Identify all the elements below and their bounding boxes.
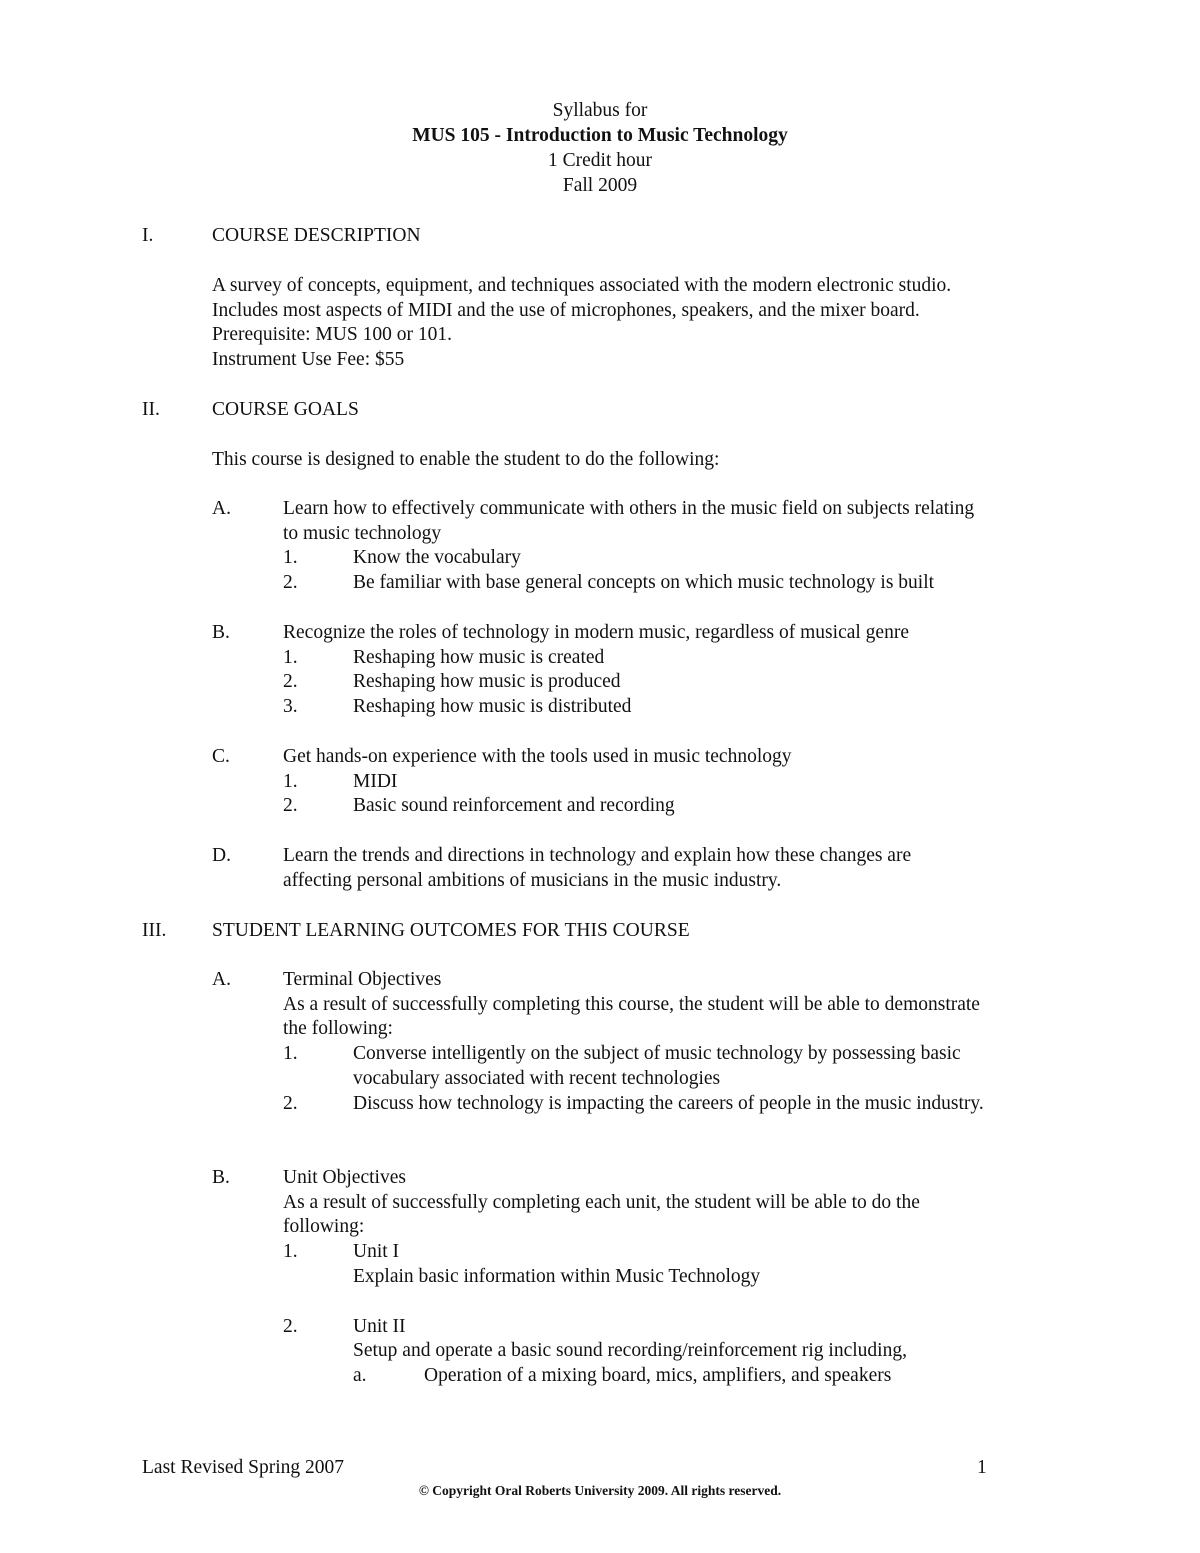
syllabus-pre-title: Syllabus for [552, 100, 648, 121]
unit-text: Setup and operate a basic sound recording/reinforcement rig including, [353, 1340, 907, 1361]
objective-item-number: 1. [283, 1043, 298, 1064]
goal-item-text: Be familiar with base general concepts on which music technology is built [353, 572, 935, 593]
goal-item-text: MIDI [353, 771, 398, 792]
goal-letter: A. [212, 498, 231, 519]
copyright-notice: © Copyright Oral Roberts University 2009. All rights reserved. [418, 1483, 782, 1498]
goal-item-number: 3. [283, 696, 298, 717]
objective-text: following: [283, 1216, 365, 1237]
goal-letter: B. [212, 622, 230, 643]
objective-item-number: 2. [283, 1093, 298, 1114]
goal-text: Recognize the roles of technology in modern music, regardless of musical genre [283, 622, 909, 643]
goal-letter: D. [212, 845, 231, 866]
objective-title: Unit Objectives [283, 1167, 406, 1188]
unit-number: 1. [283, 1241, 298, 1262]
description-line: A survey of concepts, equipment, and techniques associated with the modern electronic studio. [212, 275, 952, 296]
unit-sub-letter: a. [353, 1365, 367, 1386]
unit-text: Explain basic information within Music Technology [353, 1266, 761, 1287]
objective-letter: B. [212, 1167, 230, 1188]
goal-item-number: 2. [283, 671, 298, 692]
goal-letter: C. [212, 746, 230, 767]
goal-item-text: Reshaping how music is created [353, 647, 605, 668]
credit-hours: 1 Credit hour [548, 150, 652, 171]
unit-title: Unit II [353, 1316, 406, 1337]
goal-item-number: 1. [283, 647, 298, 668]
goal-item-number: 2. [283, 795, 298, 816]
objective-item-text: Discuss how technology is impacting the careers of people in the music industry. [353, 1093, 984, 1114]
goal-item-number: 2. [283, 572, 298, 593]
objective-text: As a result of successfully completing this course, the student will be able to demonstrate [283, 994, 980, 1015]
goal-text: Learn the trends and directions in technology and explain how these changes are [283, 845, 912, 866]
instrument-fee: Instrument Use Fee: $55 [212, 349, 405, 370]
section-number: III. [142, 920, 167, 941]
objective-title: Terminal Objectives [283, 969, 442, 990]
objective-text: As a result of successfully completing each unit, the student will be able to do the [283, 1192, 920, 1213]
section-heading: COURSE DESCRIPTION [212, 225, 421, 246]
goal-item-text: Know the vocabulary [353, 547, 521, 568]
goal-item-text: Reshaping how music is produced [353, 671, 621, 692]
unit-title: Unit I [353, 1241, 400, 1262]
section-number: I. [142, 225, 154, 246]
objective-item-text: vocabulary associated with recent technologies [353, 1068, 721, 1089]
goal-text: Get hands-on experience with the tools used in music technology [283, 746, 792, 767]
goal-item-number: 1. [283, 771, 298, 792]
course-title: MUS 105 - Introduction to Music Technology [412, 125, 788, 146]
goal-text: Learn how to effectively communicate with others in the music field on subjects relating [283, 498, 975, 519]
goal-text: affecting personal ambitions of musicians in the music industry. [283, 870, 782, 891]
prerequisite: Prerequisite: MUS 100 or 101. [212, 324, 452, 345]
goal-item-text: Basic sound reinforcement and recording [353, 795, 675, 816]
goal-item-text: Reshaping how music is distributed [353, 696, 632, 717]
goal-item-number: 1. [283, 547, 298, 568]
section-heading: STUDENT LEARNING OUTCOMES FOR THIS COURSE [212, 920, 690, 941]
objective-text: the following: [283, 1018, 393, 1039]
description-line: Includes most aspects of MIDI and the use of microphones, speakers, and the mixer board. [212, 300, 920, 321]
objective-letter: A. [212, 969, 231, 990]
section-heading: COURSE GOALS [212, 399, 359, 420]
term: Fall 2009 [562, 175, 638, 196]
section-number: II. [142, 399, 160, 420]
objective-item-text: Converse intelligently on the subject of music technology by possessing basic [353, 1043, 961, 1064]
unit-sub-text: Operation of a mixing board, mics, amplifiers, and speakers [424, 1365, 892, 1386]
goals-intro: This course is designed to enable the student to do the following: [212, 449, 720, 470]
unit-number: 2. [283, 1316, 298, 1337]
goal-text: to music technology [283, 523, 442, 544]
page-number: 1 [977, 1457, 987, 1478]
last-revised: Last Revised Spring 2007 [142, 1457, 345, 1478]
